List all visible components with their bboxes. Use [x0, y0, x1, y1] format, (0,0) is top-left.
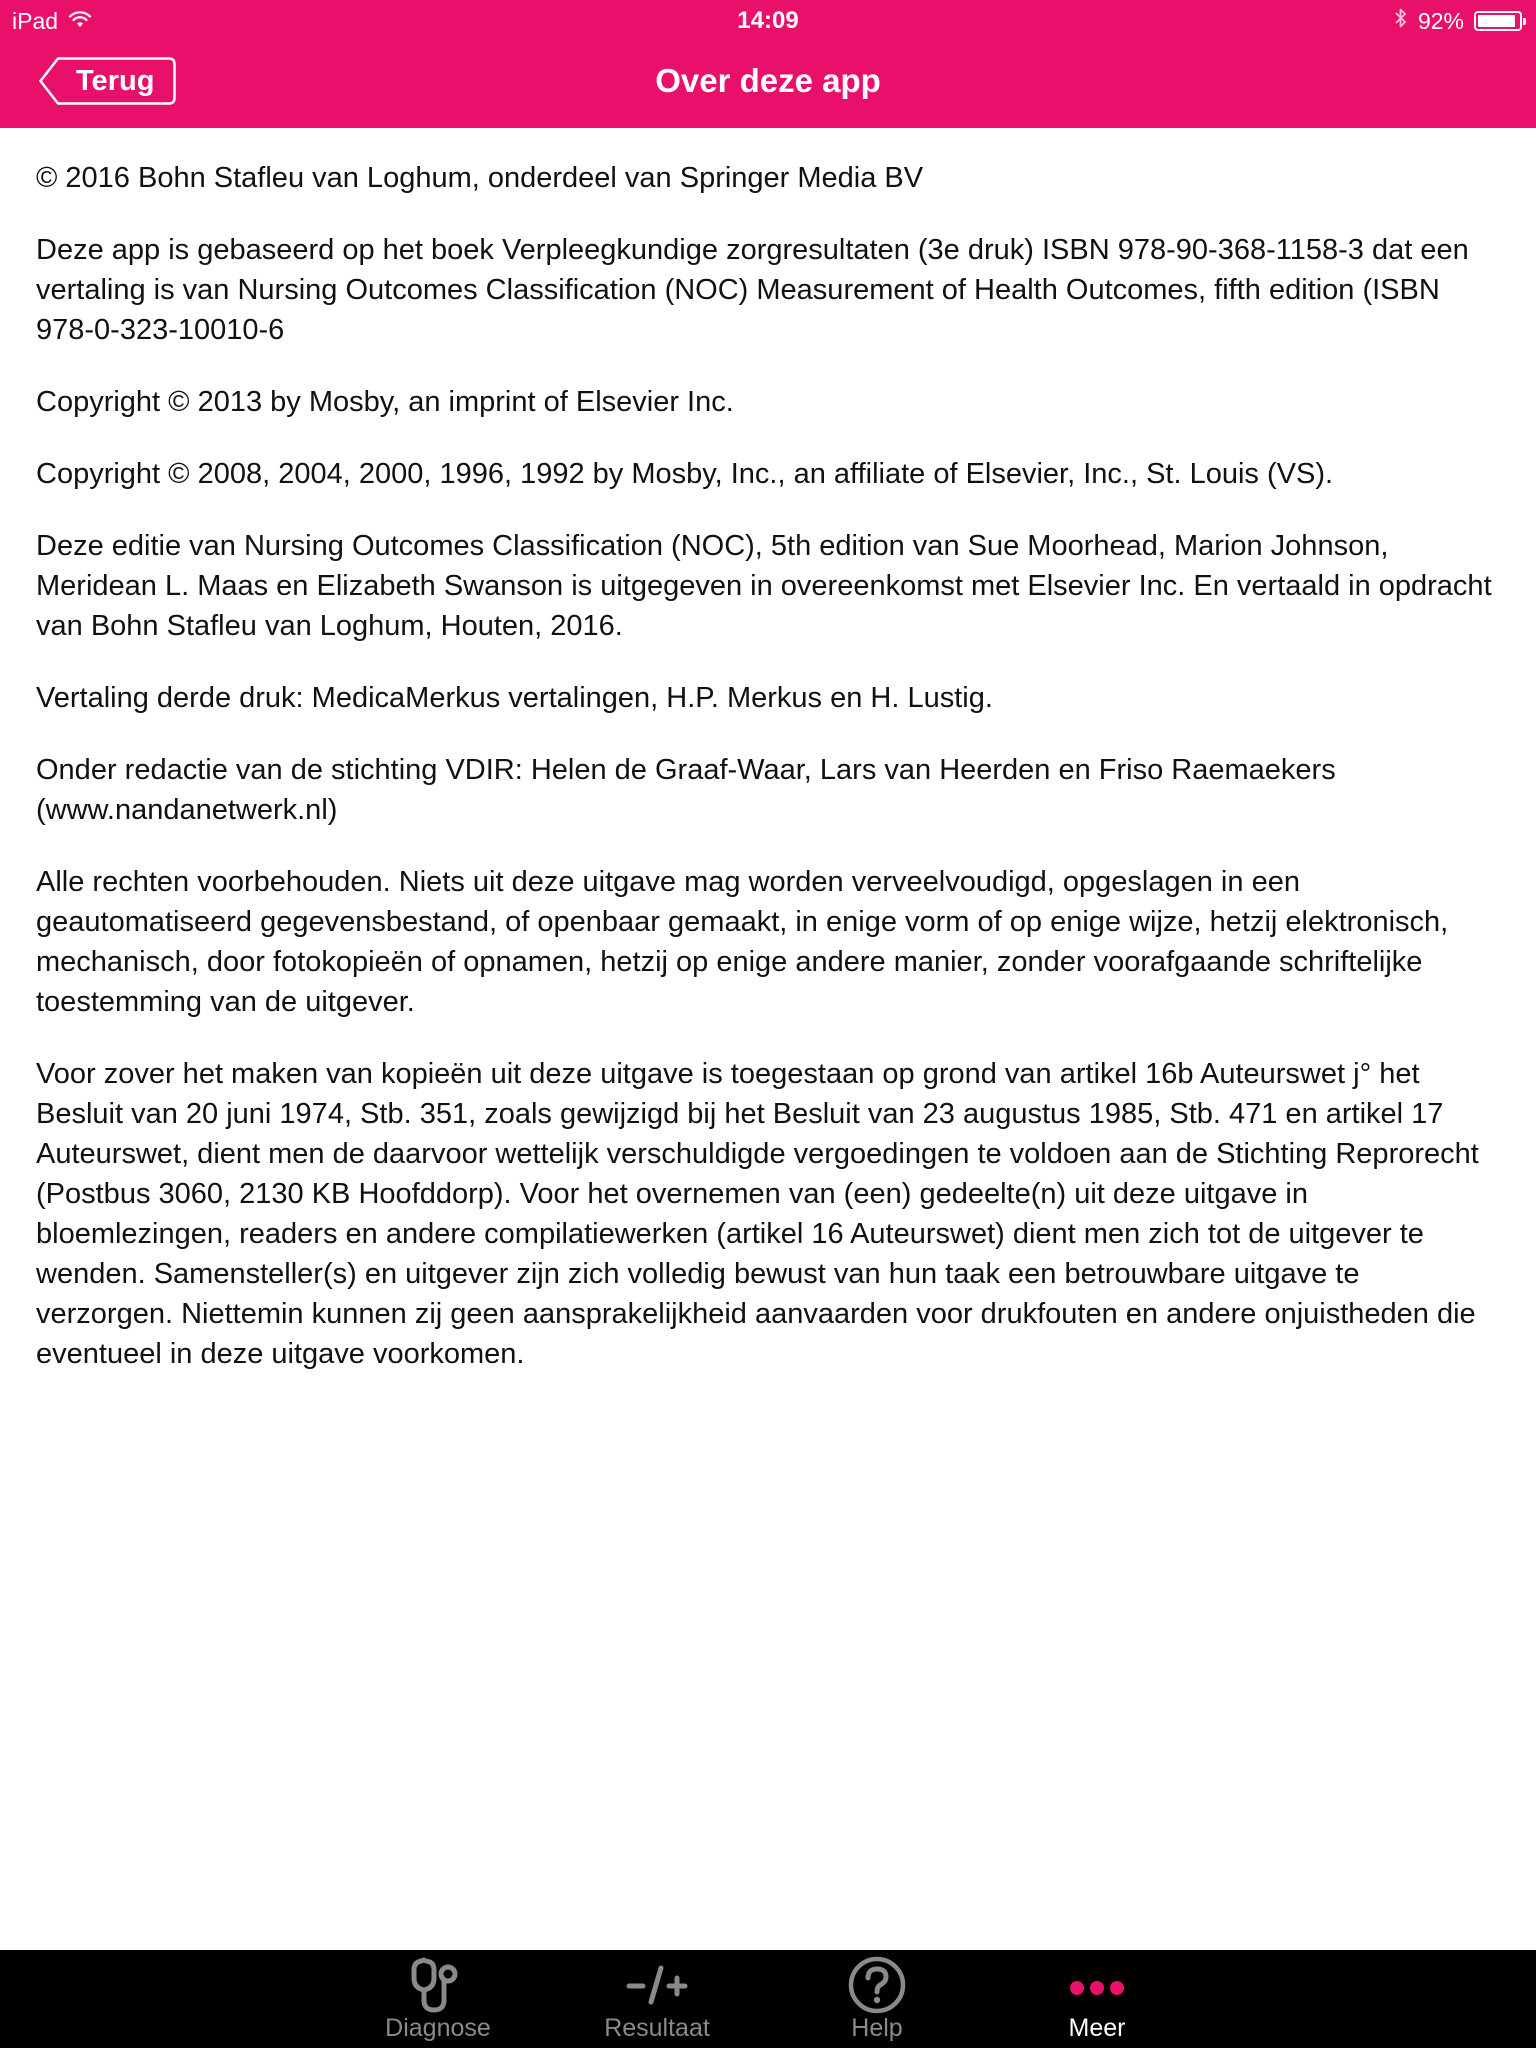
tab-diagnose[interactable] — [338, 1950, 538, 2048]
battery-percent: 92% — [1417, 7, 1464, 34]
tab-diagnose-label: Diagnose — [385, 2014, 491, 2042]
paragraph-based-on: Deze app is gebaseerd op het boek Verpleegkundige zorgresultaten (3e druk) ISBN 978-90-368-1158-3 dat een vertaling is van Nursing Outcomes Classification (NOC) Measurement of Health Outcomes, fifth edition (ISBN 978-0-323-10010-6 — [36, 234, 1469, 346]
top-bar — [0, 0, 1536, 128]
status-time: 14:09 — [737, 7, 799, 34]
device-label: iPad — [12, 8, 59, 34]
paragraph-editors: Onder redactie van de stichting VDIR: Helen de Graaf-Waar, Lars van Heerden en Friso Raemaekers (www.nandanetwerk.nl) — [36, 754, 1336, 826]
status-bar — [0, 0, 1536, 40]
bluetooth-icon — [1394, 7, 1408, 35]
paragraph-copyright-mosby: Copyright © 2008, 2004, 2000, 1996, 1992 by Mosby, Inc., an affiliate of Elsevier, Inc., St. Louis (VS). — [36, 458, 1334, 490]
paragraph-rights: Alle rechten voorbehouden. Niets uit deze uitgave mag worden verveelvoudigd, opgeslagen in een geautomatiseerd gegevensbestand, of openbaar gemaakt, in enige vorm of op enige wijze, hetzij elektronisch, mechanisch, door fotokopieën of opnamen, hetzij op enige andere manier, zonder voorafgaande schriftelijke toestemming van de uitgever. — [36, 866, 1449, 1018]
paragraph-copyright-2013: Copyright © 2013 by Mosby, an imprint of Elsevier Inc. — [36, 386, 734, 418]
nav-bar — [0, 40, 1536, 128]
tab-bar — [0, 1950, 1536, 2048]
status-right — [1394, 7, 1522, 35]
more-dots-icon — [1065, 1956, 1129, 2019]
battery-level — [1478, 15, 1515, 27]
back-button-label: Terug — [76, 65, 155, 97]
minus-slash-plus-icon — [625, 1956, 689, 2019]
about-content — [36, 158, 1504, 1406]
stethoscope-icon — [408, 1956, 468, 2019]
tab-resultaat[interactable] — [557, 1950, 757, 2048]
tab-resultaat-label: Resultaat — [604, 2014, 710, 2042]
paragraph-reprorecht: Voor zover het maken van kopieën uit deze uitgave is toegestaan op grond van artikel 16b Auteurswet j° het Besluit van 20 juni 1974, Stb. 351, zoals gewijzigd bij het Besluit van 23 augustus 1985, Stb. 471 en artikel 17 Auteurswet, dient men de daarvoor wettelijk verschuldigde vergoedingen te voldoen aan de Stichting Reprorecht (Postbus 3060, 2130 KB Hoofddorp). Voor het overnemen van (een) gedeelte(n) uit deze uitgave in bloemlezingen, readers en andere compilatiewerken (artikel 16 Auteurswet) dient men zich tot de uitgever te wenden. Samensteller(s) en uitgever zijn zich volledig bewust van hun taak een betrouwbare uitgave te verzorgen. Niettemin kunnen zij geen aansprakelijkheid aanvaarden voor drukfouten en andere onjuistheden die eventueel in deze uitgave voorkomen. — [36, 1058, 1479, 1370]
paragraph-copyright: © 2016 Bohn Stafleu van Loghum, onderdeel van Springer Media BV — [36, 162, 924, 194]
tab-meer-label: Meer — [1068, 2014, 1126, 2042]
paragraph-edition: Deze editie van Nursing Outcomes Classification (NOC), 5th edition van Sue Moorhead, Marion Johnson, Meridean L. Maas en Elizabeth Swanson is uitgegeven in overeenkomst met Elsevier Inc. En vertaald in opdracht van Bohn Stafleu van Loghum, Houten, 2016. — [36, 530, 1492, 642]
tab-help[interactable] — [777, 1950, 977, 2048]
tab-meer[interactable] — [997, 1950, 1197, 2048]
tab-help-label: Help — [851, 2014, 903, 2042]
question-circle-icon — [847, 1956, 907, 2019]
battery-tip — [1523, 18, 1526, 25]
battery-icon — [1474, 11, 1522, 31]
paragraph-translation: Vertaling derde druk: MedicaMerkus vertalingen, H.P. Merkus en H. Lustig. — [36, 682, 993, 714]
page-title: Over deze app — [655, 62, 881, 99]
